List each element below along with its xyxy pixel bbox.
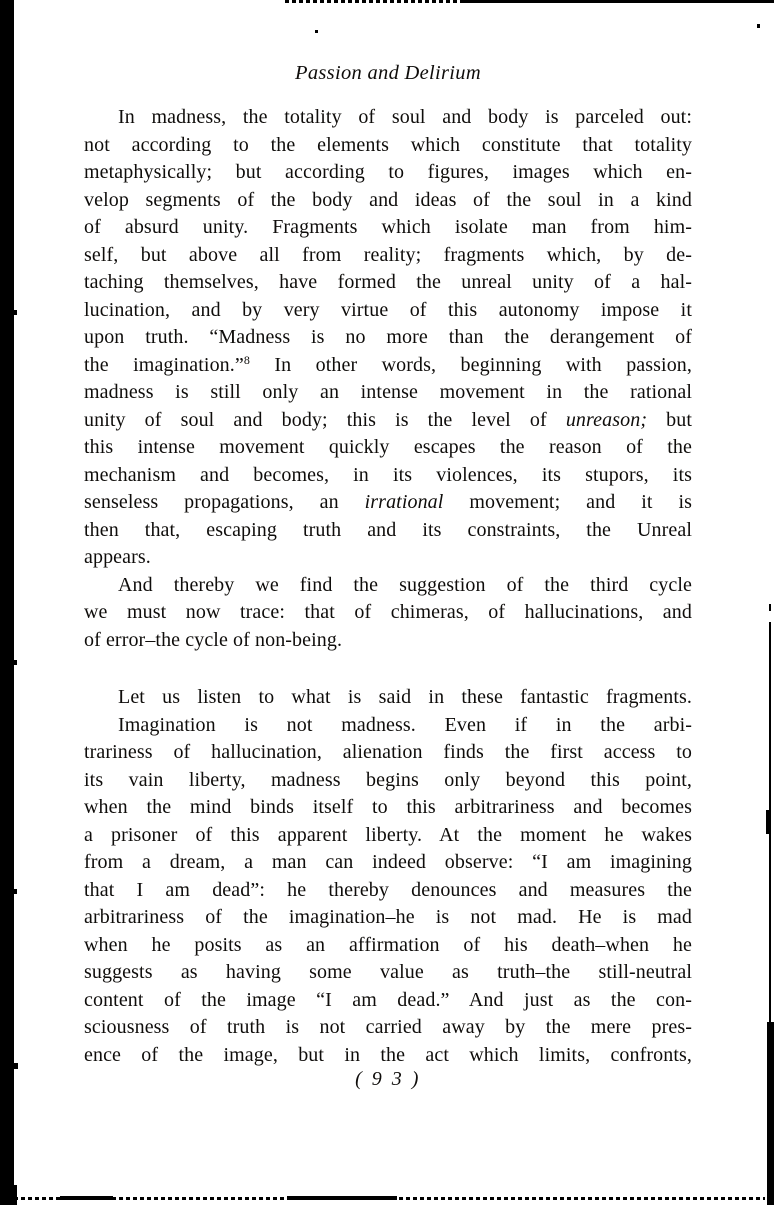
text-line: mechanism and becomes, in its violences, its stupors, its [84,463,692,486]
scan-artifact-bottom-solid-edge [60,1196,113,1200]
scan-artifact-right-blob [766,810,770,834]
page-number: ( 9 3 ) [355,1068,421,1090]
text-line: its vain liberty, madness begins only beyond this point, [84,768,692,791]
text-line: self, but above all from reality; fragments which, by de- [84,243,692,266]
text-line: Imagination is not madness. Even if in the arbi- [118,713,692,736]
scan-artifact-left-bar-foot [0,1185,17,1205]
text-line: then that, escaping truth and its constraints, the Unreal [84,518,692,541]
scan-artifact-right-thick-line [767,1022,774,1205]
text-line: sciousness of truth is not carried away by the mere pres- [84,1016,692,1038]
text-line: velop segments of the body and ideas of the soul in a kind [84,188,692,211]
text-line: And thereby we find the suggestion of the third cycle [118,573,692,596]
scan-artifact-speck [315,30,318,33]
text-line: trariness of hallucination, alienation finds the first access to [84,741,692,763]
body-text [84,104,692,1069]
text-line: from a dream, a man can indeed observe: “I am imagining [84,851,692,873]
scan-artifact-left-bar [0,0,14,1205]
text-line: that I am dead”: he thereby denounces and measures the [84,878,692,901]
scan-artifact-right-dash [769,604,771,611]
text-line: unity of soul and body; this is the level of unreason; but [84,408,692,431]
running-header: Passion and Delirium [295,62,481,84]
text-line: this intense movement quickly escapes the reason of the [84,436,692,458]
text-line: of absurd unity. Fragments which isolate man from him- [84,216,692,238]
text-line: ence of the image, but in the act which limits, confronts, [84,1043,692,1066]
text-line: upon truth. “Madness is no more than the derangement of [84,326,692,348]
text-line: lucination, and by very virtue of this autonomy impose it [84,298,692,321]
text-line: madness is still only an intense movement in the rational [84,381,692,403]
text-line: when the mind binds itself to this arbitrariness and becomes [84,796,692,818]
scan-artifact-left-bump [14,310,17,315]
scan-artifact-left-bump [14,660,17,665]
text-line: arbitrariness of the imagination–he is not mad. He is mad [84,906,692,928]
text-line: not according to the elements which constitute that totality [84,133,692,156]
text-line: a prisoner of this apparent liberty. At the moment he wakes [84,823,692,846]
scan-artifact-bottom-solid-edge [287,1196,397,1200]
text-line: Let us listen to what is said in these fantastic fragments. [118,686,692,708]
text-line: when he posits as an affirmation of his death–when he [84,933,692,956]
scan-artifact-top-solid-edge [460,0,774,3]
text-line: we must now trace: that of chimeras, of hallucinations, and [84,601,692,623]
text-line: of error–the cycle of non-being. [84,628,343,651]
text-line: suggests as having some value as truth–the still-neutral [84,961,692,983]
scan-artifact-speck [757,24,760,28]
text-line: taching themselves, have formed the unreal unity of a hal- [84,271,692,293]
text-line: In madness, the totality of soul and body is parceled out: [118,106,692,128]
text-line: appears. [84,546,151,568]
scan-artifact-left-bump [14,1063,18,1069]
text-line: senseless propagations, an irrational movement; and it is [84,491,692,513]
text-line: metaphysically; but according to figures, images which en- [84,161,692,183]
scan-artifact-left-bump [14,889,17,894]
text-line: content of the image “I am dead.” And just as the con- [84,988,692,1011]
text-line: the imagination.”$^8$ In other words, beginning with passion, [84,352,692,376]
